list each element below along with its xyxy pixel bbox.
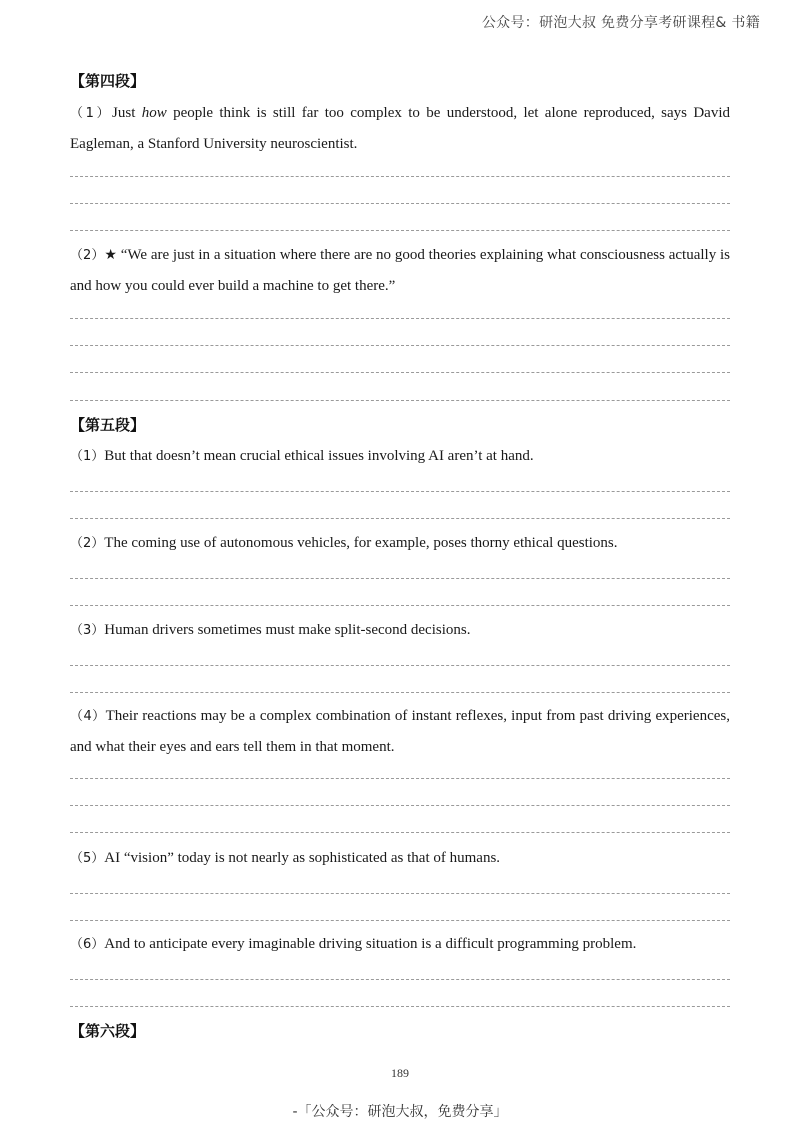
sentence-number: （1） (70, 449, 105, 464)
answer-line (70, 778, 730, 779)
page-number: 189 (391, 1066, 409, 1080)
answer-line (70, 832, 730, 833)
sentence-number: （4） (70, 709, 106, 724)
sentence-4-1 (70, 98, 730, 159)
sentence-text: AI “vision” today is not nearly as sophisticated as that of humans. (104, 850, 501, 866)
sentence-number: （2） (70, 536, 105, 551)
answer-line (70, 230, 730, 231)
sentence-5-3 (70, 615, 730, 646)
sentence-5-2 (70, 528, 730, 559)
sentence-5-4 (70, 701, 730, 762)
answer-line (70, 1006, 730, 1007)
answer-line (70, 518, 730, 519)
sentence-4-2 (70, 240, 730, 301)
answer-line (70, 400, 730, 401)
answer-line (70, 578, 730, 579)
sentence-text: The coming use of autonomous vehicles, for example, poses thorny ethical questions. (104, 535, 618, 551)
sentence-text: And to anticipate every imaginable driving situation is a difficult programming problem. (104, 936, 637, 952)
sentence-number: （6） (70, 937, 105, 952)
sentence-5-6 (70, 929, 730, 960)
answer-line (70, 805, 730, 806)
sentence-number: （5） (70, 851, 105, 866)
answer-line (70, 372, 730, 373)
sentence-text: Human drivers sometimes must make split-second decisions. (104, 622, 471, 638)
sentence-number: （2） (70, 248, 105, 263)
section-title-5: 【第五段】 (70, 416, 146, 434)
footer-watermark-note: -「公众号：研泡大叔，免费分享」 (292, 1104, 508, 1120)
sentence-text-italic: how (141, 105, 167, 121)
answer-line (70, 318, 730, 319)
answer-line (70, 920, 730, 921)
header-watermark-note: 公众号：研泡大叔 免费分享考研课程& 书籍 (481, 15, 760, 31)
section-title-6: 【第六段】 (70, 1022, 146, 1040)
answer-line (70, 692, 730, 693)
sentence-text: Their reactions may be a complex combination of instant reflexes, input from past driving experiences, and what their eyes and ears tell them in that moment. (70, 708, 730, 755)
sentence-number: （3） (70, 623, 105, 638)
sentence-text-post: people think is still far too complex to be understood, let alone reproduced, says David Eagleman, a Stanford University neuroscientist. (70, 105, 730, 152)
answer-line (70, 979, 730, 980)
sentence-5-5 (70, 843, 730, 874)
sentence-5-1 (70, 441, 730, 472)
section-title-4: 【第四段】 (70, 72, 146, 90)
answer-line (70, 665, 730, 666)
sentence-text-pre: Just (112, 105, 142, 121)
answer-line (70, 203, 730, 204)
answer-line (70, 605, 730, 606)
answer-line (70, 345, 730, 346)
answer-line (70, 491, 730, 492)
sentence-text: “We are just in a situation where there are no good theories explaining what consciousness actually is and how you could ever build a machine to get there.” (70, 247, 730, 294)
sentence-text: But that doesn’t mean crucial ethical issues involving AI aren’t at hand. (104, 448, 534, 464)
sentence-number: （1） (70, 106, 113, 121)
answer-line (70, 176, 730, 177)
star-icon: ★ (104, 247, 117, 263)
answer-line (70, 893, 730, 894)
